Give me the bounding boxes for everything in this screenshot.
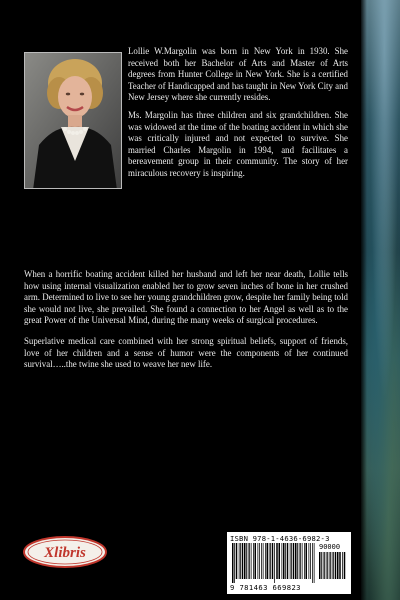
barcode-bar [258, 543, 259, 579]
barcode-bar [261, 543, 262, 579]
barcode-bar [329, 552, 330, 579]
barcode-bar [290, 543, 291, 579]
description-paragraph: Superlative medical care combined with her strong spiritual beliefs, support of friends, love of her children and a sense of humor were the components of her continued survival…..the twine she used to weave her new life. [24, 335, 348, 370]
barcode-bar [321, 552, 322, 579]
isbn-barcode [227, 532, 351, 594]
bio-paragraph: Ms. Margolin has three children and six grandchildren. She was widowed at the time of the boating accident in which she was critically injured and not expected to survive. She married Charles Margolin in 1994, and facilitates a bereavement group in their community. The story of her miraculous recovery is inspiring. [128, 109, 348, 178]
barcode-bar [309, 543, 310, 579]
barcode-bar [310, 543, 311, 579]
barcode-bar [242, 543, 244, 579]
publisher-logo [22, 535, 108, 569]
barcode-bar [339, 552, 341, 579]
barcode-bar [267, 543, 269, 579]
book-description [24, 269, 348, 380]
barcode-bar [240, 543, 241, 579]
barcode-bar [333, 552, 334, 579]
barcode-bar [304, 543, 305, 579]
barcode-bars [232, 543, 316, 583]
addon-barcode-bars [319, 552, 346, 583]
barcode-bar [269, 543, 270, 579]
barcode-bar [319, 552, 321, 579]
barcode-bar [337, 552, 339, 579]
barcode-bar [253, 543, 254, 579]
barcode-bar [297, 543, 298, 579]
barcode-bar [244, 543, 246, 579]
barcode-bar [265, 543, 266, 579]
description-paragraph: When a horrific boating accident killed her husband and left her near death, Lollie tells how using internal visualization enabled her to grow seven inches of bone in her crushed arm. Determined to live to see her young grandchildren grow, despite her family being told she would not live, she prevailed. She found a connection to her Angel as well as to the great Power of the Universal Mind, during the many weeks of surgical procedures. [24, 269, 348, 326]
barcode-bar [330, 552, 331, 579]
barcode-bar [270, 543, 271, 579]
barcode-bar [276, 543, 278, 579]
barcode-bar [295, 543, 297, 579]
barcode-bar [300, 543, 301, 579]
barcode-bar [263, 543, 264, 579]
barcode-bar [234, 543, 235, 583]
barcode-bar [332, 552, 333, 579]
barcode-bar [314, 543, 315, 583]
barcode-bar [272, 543, 274, 579]
bio-paragraph: Lollie W.Margolin was born in New York in 1930. She received both her Bachelor of Arts and Master of Arts degrees from Hunter College in New York. She is a certified Teacher of Handicapped and has taught in New York City and New Jersey where she currently resides. [128, 46, 348, 103]
barcode-bar [324, 552, 325, 579]
barcode-bar [306, 543, 308, 579]
barcode-bar [246, 543, 247, 579]
barcode-bar [283, 543, 285, 579]
barcode-bar [327, 552, 328, 579]
price-code: 90000 [319, 543, 341, 551]
publisher-name: Xlibris [44, 545, 86, 561]
barcode-bar [302, 543, 303, 579]
barcode-bar [279, 543, 281, 579]
barcode-bar [232, 543, 234, 583]
isbn-label: ISBN 978-1-4636-6982-3 [230, 534, 330, 543]
barcode-bar [236, 543, 238, 579]
barcode-bar [285, 543, 286, 579]
barcode-bar [312, 543, 313, 583]
barcode-bar [326, 552, 327, 579]
barcode-bar [248, 543, 249, 579]
barcode-bar [249, 543, 250, 579]
barcode-bar [259, 543, 260, 579]
author-photo [24, 52, 122, 189]
barcode-bar [291, 543, 292, 579]
barcode-bar [323, 552, 324, 579]
author-bio [128, 46, 348, 186]
barcode-bar [335, 552, 337, 579]
barcode-bar [251, 543, 252, 579]
barcode-bar [344, 552, 346, 579]
barcode-bar [274, 543, 275, 583]
barcode-bar [299, 543, 300, 579]
barcode-bar [239, 543, 240, 579]
cover-art-strip [361, 0, 400, 600]
barcode-bar [255, 543, 257, 579]
barcode-bar [287, 543, 289, 579]
barcode-bar [282, 543, 283, 579]
barcode-bar [342, 552, 343, 579]
barcode-digits: 9 781463 669823 [230, 583, 301, 592]
barcode-bar [293, 543, 295, 579]
